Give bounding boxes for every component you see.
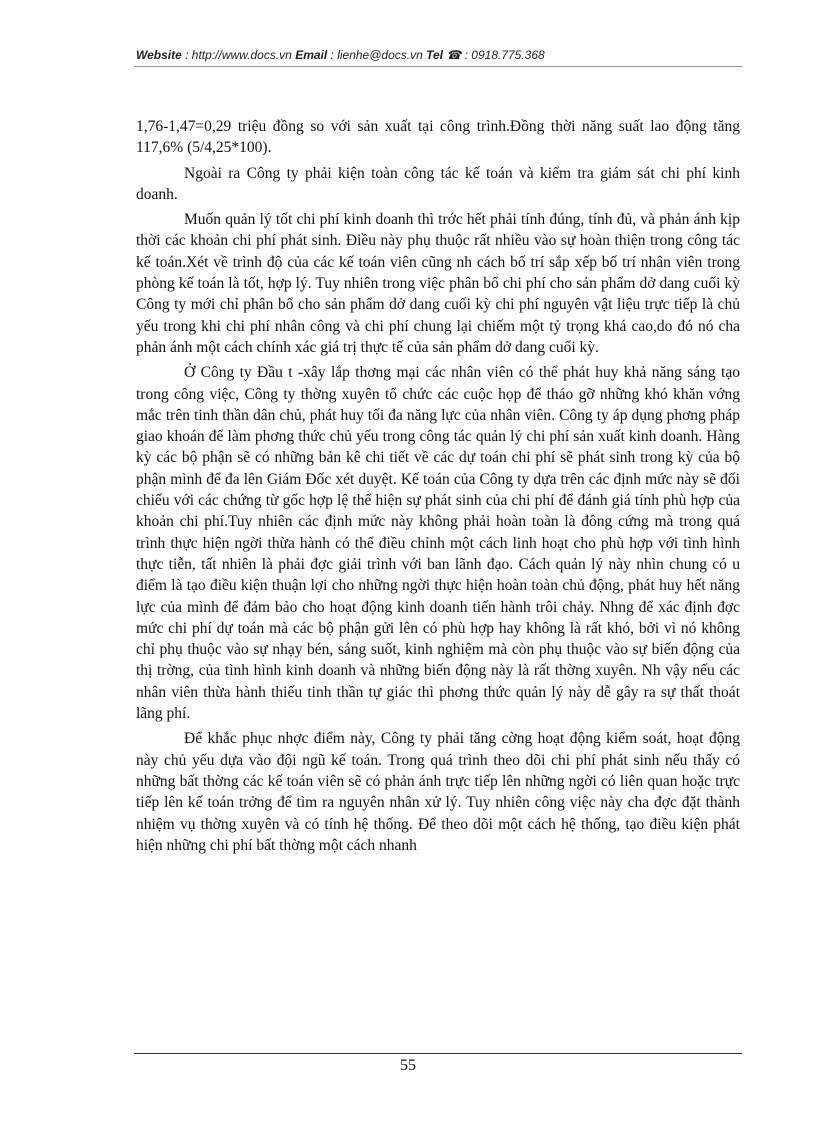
paragraph-4: Ở Công ty Đầu t -xây lắp thơng mại các nhân viên có thể phát huy khả năng sáng tạo trong công việc, Công ty thờng xuyên tổ chức các cuộc họp để tháo gỡ những khó khăn vớng mắc trên tinh thần dân chủ, phát huy tối đa năng lực của nhân viên. Công ty áp dụng phơng pháp giao khoán để làm phơng thức chủ yếu trong công tác quản lý chi phí sản xuất kinh doanh. Hàng kỳ các bộ phận sẽ có những bản kê chi tiết về các dự toán chi phí sẽ phát sinh trong kỳ của bộ phận mình để đa lên Giám Đốc xét duyệt. Kế toán của Công ty dựa trên các định mức này sẽ đối chiếu với các chứng từ gốc hợp lệ thể hiện sự phát sinh của chi phí để đánh giá tính phù hợp của khoản chi phí.Tuy nhiên các định mức này không phải hoàn toàn là đông cứng mà trong quá trình thực hiện ngời thừa hành có thể điều chỉnh một cách linh hoạt cho phù hợp với tình hình thực tiễn, tất nhiên là phải đợc giải trình với ban lãnh đạo. Cách quản lý này nhìn chung có u điểm là tạo điều kiện thuận lợi cho những ngời thực hiện hoàn toàn chủ động, phát huy hết năng lực của mình để đảm bảo cho hoạt động kinh doanh tiến hành trôi chảy. Nhng để xác định đợc mức chi phí dự toán mà các bộ phận gửi lên có phù hợp hay không là rất khó, bởi vì nó không chỉ phụ thuộc vào sự nhạy bén, sáng suốt, kinh nghiệm mà còn phụ thuộc vào sự biến động của thị trờng, của tình hình kinh doanh và những biến động này là rất thờng xuyên. Nh vậy nếu các nhân viên thừa hành thiếu tinh thần tự giác thì phơng thức quản lý này dễ gây ra sự thất thoát lãng phí. — [136, 364, 740, 723]
body-text — [136, 116, 740, 860]
footer-rule — [134, 1053, 742, 1054]
paragraph-2: Ngoài ra Công ty phải kiện toàn công tác kế toán và kiểm tra giám sát chi phí kinh doanh. — [136, 164, 740, 203]
paragraph-5: Để khắc phục nhợc điểm này, Công ty phải tăng cờng hoạt động kiểm soát, hoạt động này chủ yếu dựa vào đội ngũ kế toán. Trong quá trình theo dõi chi phí phát sinh nếu thấy có những bất thờng các kế toán viên sẽ có phản ánh trực tiếp lên những ngời có liên quan hoặc trực tiếp lên kế toán trởng để tìm ra nguyên nhân xử lý. Tuy nhiên công việc này cha đợc đặt thành nhiệm vụ thờng xuyên và có tính hệ thống. Để theo dõi một cách hệ thống, tạo điều kiện phát hiện những chi phí bất thờng một cách nhanh — [136, 730, 740, 854]
website-value: : http://www.docs.vn — [181, 48, 296, 62]
email-value: : lienhe@docs.vn — [327, 48, 427, 62]
tel-label: Tel — [426, 48, 444, 62]
page-header — [136, 48, 742, 62]
header-rule — [134, 66, 742, 67]
website-label: Website — [136, 48, 182, 62]
tel-value: ☎ : 0918.775.368 — [443, 48, 545, 62]
paragraph-1: 1,76-1,47=0,29 triệu đồng so với sản xuất tại công trình.Đồng thời năng suất lao động tăng 117,6% (5/4,25*100). — [136, 118, 740, 157]
page-number: 55 — [400, 1057, 416, 1074]
email-label: Email — [295, 48, 328, 62]
paragraph-3: Muốn quản lý tốt chi phí kinh doanh thì trớc hết phải tính đúng, tính đủ, và phản ánh kịp thời các khoản chi phí phát sinh. Điều này phụ thuộc rất nhiều vào sự hoàn thiện trong công tác kế toán.Xét về trình độ của các kế toán viên cũng nh cách bố trí sắp xếp bố trí nhân viên trong phòng kế toán là tốt, hợp lý. Tuy nhiên trong việc phân bổ chi phí cho sản phẩm dở dang cuối kỳ Công ty mới chỉ phân bổ cho sản phẩm dở dang cuối kỳ chi phí nguyên vật liệu trực tiếp là chủ yếu trong khi chi phí nhân công và chi phí chung lại chiếm một tỷ trọng khá cao,do đó nó cha phản ánh một cách chính xác giá trị thực tế của sản phẩm dở dang cuối kỳ. — [136, 211, 740, 356]
